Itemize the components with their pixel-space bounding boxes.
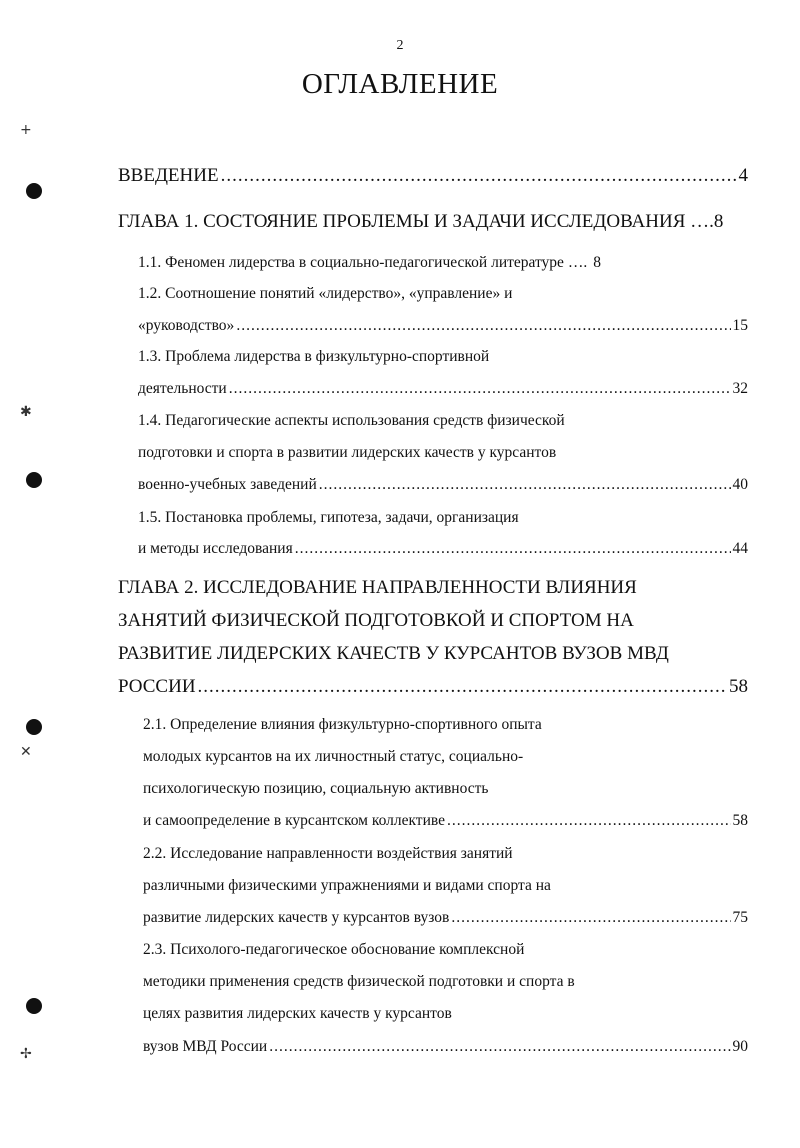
toc-entry-1-2: 1.2. Соотношение понятий «лидерство», «управление» и xyxy=(138,285,513,302)
toc-entry-1-1: 1.1. Феномен лидерства в социально-педагогической литературе …. 8 xyxy=(138,254,601,271)
toc-entry-2-3: вузов МВД России ..... 90 xyxy=(143,1038,748,1056)
toc-entry-chapter-2: ЗАНЯТИЙ ФИЗИЧЕСКОЙ ПОДГОТОВКОЙ И СПОРТОМ НА xyxy=(118,610,634,631)
toc-entry-2-2: 2.2. Исследование направленности воздействия занятий xyxy=(143,845,513,862)
toc-entry-1-5: 1.5. Постановка проблемы, гипотеза, задачи, организация xyxy=(138,509,519,526)
toc-entry-1-4: 1.4. Педагогические аспекты использования средств физической xyxy=(138,412,565,429)
toc-entry-2-3: целях развития лидерских качеств у курсантов xyxy=(143,1005,452,1022)
toc-entry-1-4: военно-учебных заведений ..... 40 xyxy=(138,476,748,494)
toc-entry-2-1: психологическую позицию, социальную активность xyxy=(143,780,489,797)
toc-entry-2-1: 2.1. Определение влияния физкультурно-спортивного опыта xyxy=(143,716,542,733)
binder-hole xyxy=(26,719,42,735)
toc-entry-chapter-1: ГЛАВА 1. СОСТОЯНИЕ ПРОБЛЕМЫ И ЗАДАЧИ ИССЛЕДОВАНИЯ …. 8 xyxy=(118,211,724,232)
toc-entry-chapter-2: ГЛАВА 2. ИССЛЕДОВАНИЕ НАПРАВЛЕННОСТИ ВЛИЯНИЯ xyxy=(118,577,637,598)
toc-entry-chapter-2: РАЗВИТИЕ ЛИДЕРСКИХ КАЧЕСТВ У КУРСАНТОВ ВУЗОВ МВД xyxy=(118,643,669,664)
binder-hole xyxy=(26,183,42,199)
binder-hole xyxy=(26,472,42,488)
toc-entry-1-3: 1.3. Проблема лидерства в физкультурно-спортивной xyxy=(138,348,490,365)
toc-entry-2-3: методики применения средств физической подготовки и спорта в xyxy=(143,973,575,990)
toc-entry-chapter-2: РОССИИ ..... 58 xyxy=(118,676,748,698)
scan-mark: ✱ xyxy=(20,404,32,420)
toc-entry-1-2: «руководство» ..... 15 xyxy=(138,317,748,335)
scan-mark: ✢ xyxy=(20,1046,32,1062)
toc-entry-1-5: и методы исследования ..... 44 xyxy=(138,540,748,558)
toc-entry-2-1: молодых курсантов на их личностный статус, социально- xyxy=(143,748,524,765)
toc-entry-2-2: различными физическими упражнениями и видами спорта на xyxy=(143,877,551,894)
toc-entry-1-3: деятельности ..... 32 xyxy=(138,380,748,398)
page-number: 2 xyxy=(396,38,404,53)
page-title: ОГЛАВЛЕНИЕ xyxy=(301,68,499,100)
toc-entry-2-1: и самоопределение в курсантском коллективе ..... 58 xyxy=(143,812,748,830)
scan-mark: + xyxy=(20,122,32,138)
binder-hole xyxy=(26,998,42,1014)
toc-entry-1-4: подготовки и спорта в развитии лидерских качеств у курсантов xyxy=(138,444,557,461)
toc-entry-introduction: ВВЕДЕНИЕ ..... 4 xyxy=(118,165,748,187)
toc-entry-2-3: 2.3. Психолого-педагогическое обоснование комплексной xyxy=(143,941,525,958)
scan-mark: ✕ xyxy=(20,744,32,760)
toc-entry-2-2: развитие лидерских качеств у курсантов вузов ..... 75 xyxy=(143,909,748,927)
